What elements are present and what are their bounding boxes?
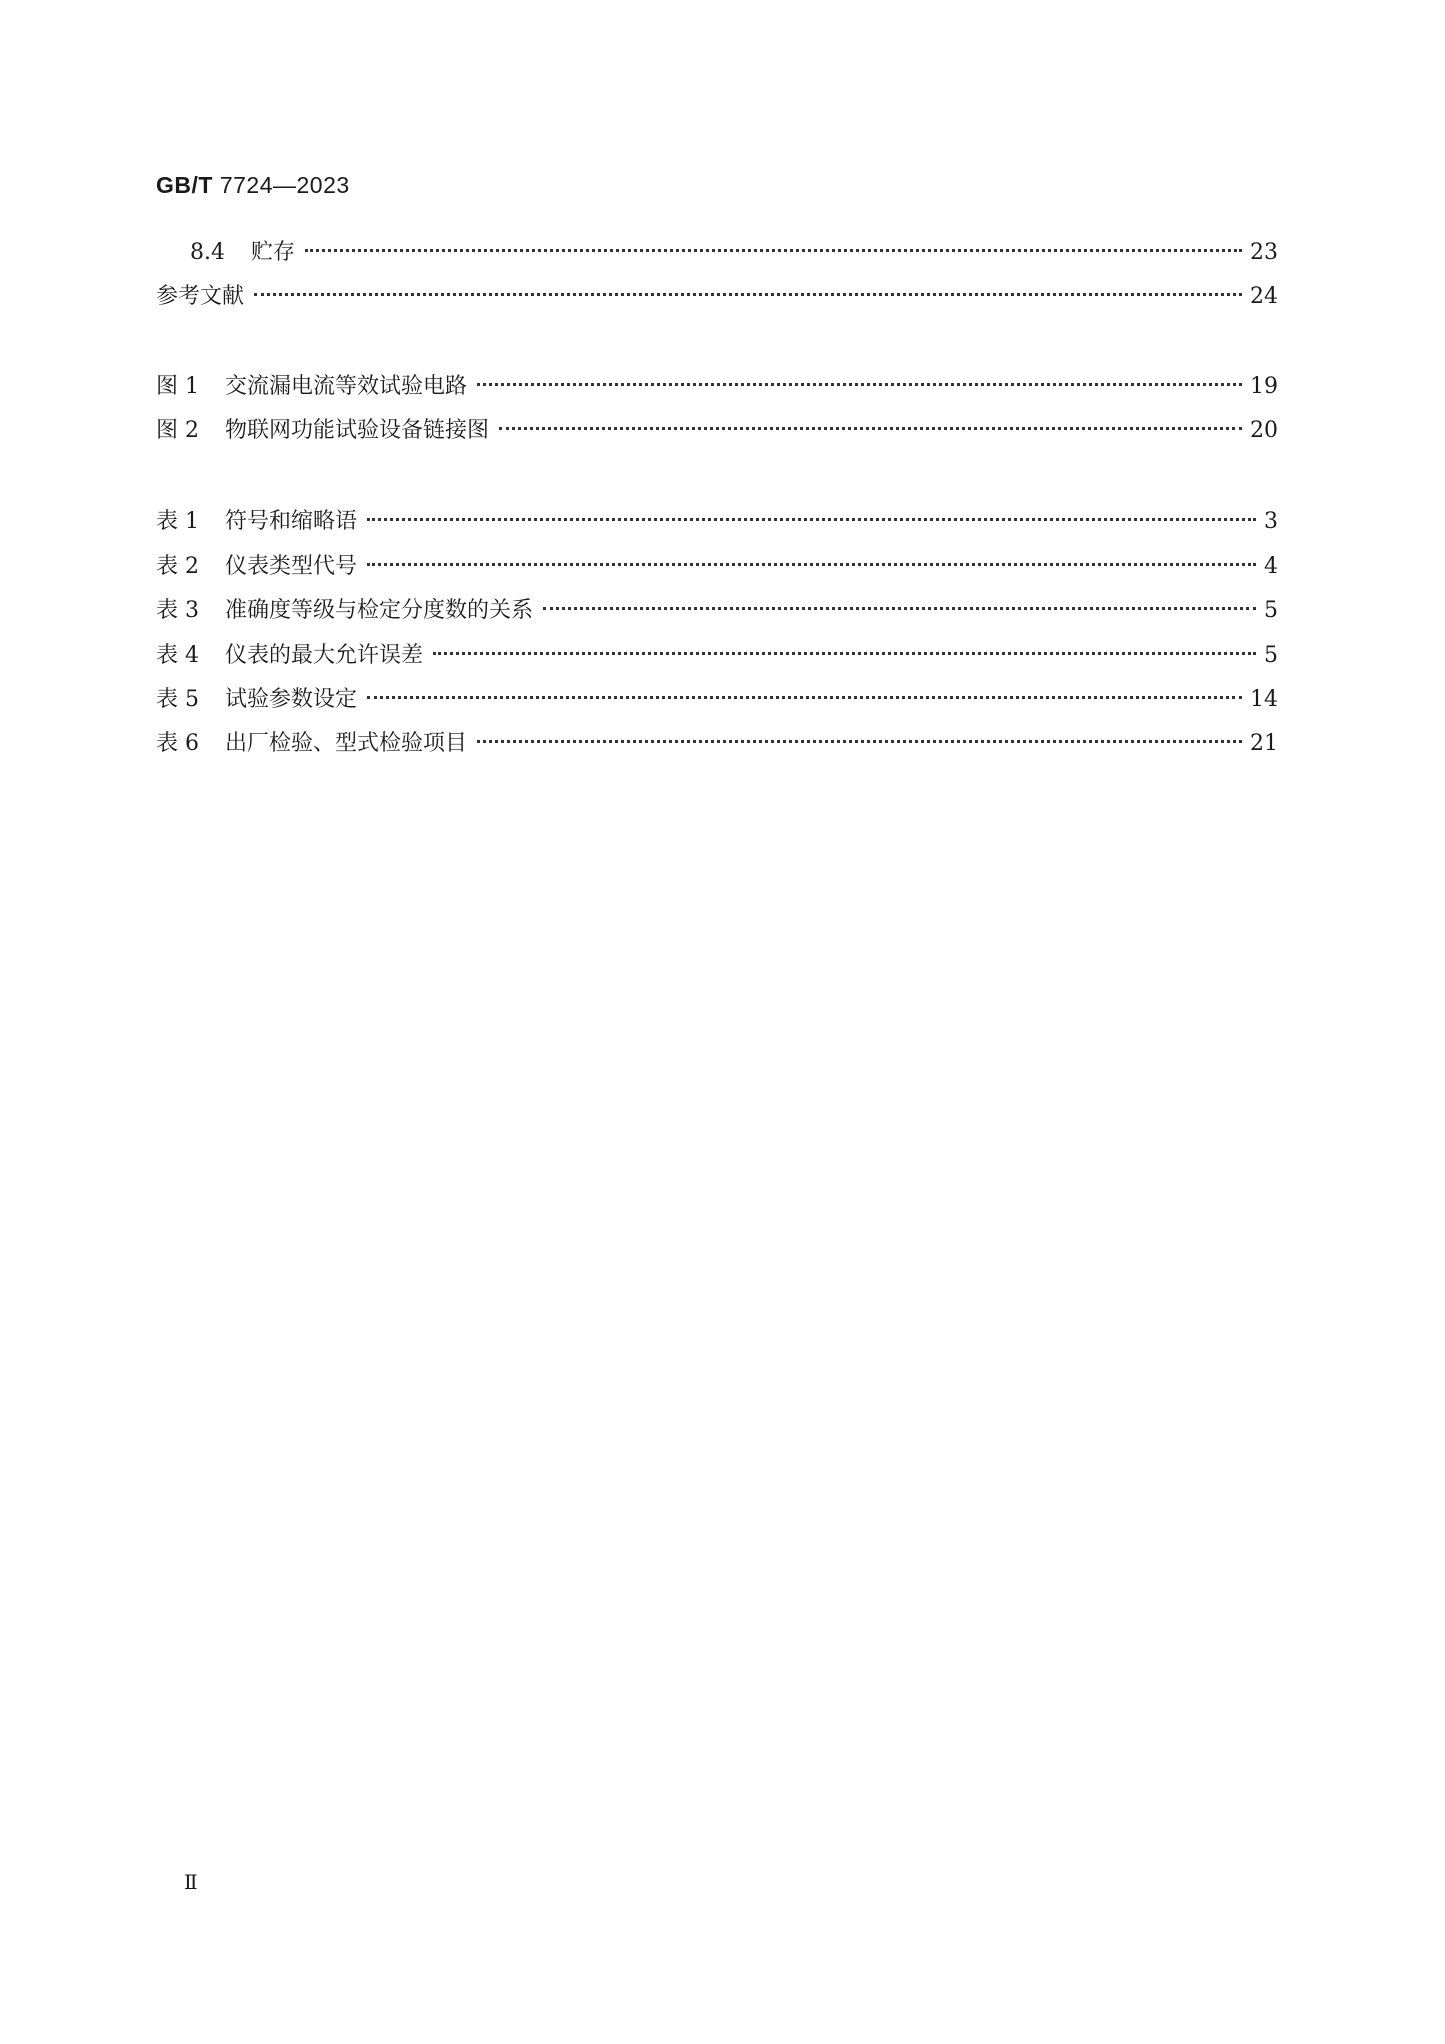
table-number: 表 5 (156, 687, 199, 712)
dot-leader (433, 652, 1256, 655)
table-page: 4 (1264, 554, 1278, 579)
table-entry[interactable] (156, 728, 1278, 760)
figure-title: 交流漏电流等效试验电路 (225, 374, 468, 399)
figure-entry[interactable] (156, 371, 1278, 403)
figure-number: 图 1 (156, 374, 199, 399)
figure-number: 图 2 (156, 418, 199, 443)
table-entry[interactable] (156, 551, 1278, 583)
toc-entry-title: 参考文献 (156, 284, 245, 309)
toc-entry-number: 8.4 (190, 240, 225, 265)
toc-entry-page: 23 (1250, 240, 1278, 265)
dot-leader (367, 563, 1256, 566)
standard-code: GB/T (156, 172, 213, 198)
toc-entry-title: 贮存 (251, 240, 296, 265)
table-page: 3 (1264, 509, 1278, 534)
dot-leader (477, 383, 1242, 386)
table-title: 准确度等级与检定分度数的关系 (225, 598, 534, 623)
table-title: 仪表的最大允许误差 (225, 643, 424, 668)
dot-leader (367, 696, 1242, 699)
toc-entry-page: 24 (1250, 284, 1278, 309)
table-page: 14 (1250, 687, 1278, 712)
page-number: Ⅱ (184, 1870, 198, 1894)
dot-leader (477, 740, 1242, 743)
table-entry[interactable] (156, 595, 1278, 627)
figure-page: 19 (1250, 374, 1278, 399)
table-entry[interactable] (156, 684, 1278, 716)
table-page: 5 (1264, 643, 1278, 668)
figure-entry[interactable] (156, 415, 1278, 447)
table-page: 5 (1264, 598, 1278, 623)
figure-title: 物联网功能试验设备链接图 (225, 418, 490, 443)
toc-entry[interactable] (156, 281, 1278, 313)
table-title: 符号和缩略语 (225, 509, 358, 534)
standard-number: 7724—2023 (219, 172, 350, 198)
dot-leader (367, 518, 1256, 521)
dot-leader (499, 427, 1242, 430)
table-entry[interactable] (156, 640, 1278, 672)
document-header (156, 172, 350, 199)
table-number: 表 6 (156, 731, 199, 756)
table-number: 表 3 (156, 598, 199, 623)
figure-page: 20 (1250, 418, 1278, 443)
table-entry[interactable] (156, 506, 1278, 538)
table-title: 仪表类型代号 (225, 554, 358, 579)
dot-leader (305, 249, 1242, 252)
table-title: 试验参数设定 (225, 687, 358, 712)
table-number: 表 4 (156, 643, 199, 668)
table-page: 21 (1250, 731, 1278, 756)
table-title: 出厂检验、型式检验项目 (225, 731, 468, 756)
dot-leader (543, 607, 1256, 610)
toc-entry[interactable] (190, 237, 1278, 269)
dot-leader (254, 293, 1242, 296)
table-number: 表 1 (156, 509, 199, 534)
table-number: 表 2 (156, 554, 199, 579)
